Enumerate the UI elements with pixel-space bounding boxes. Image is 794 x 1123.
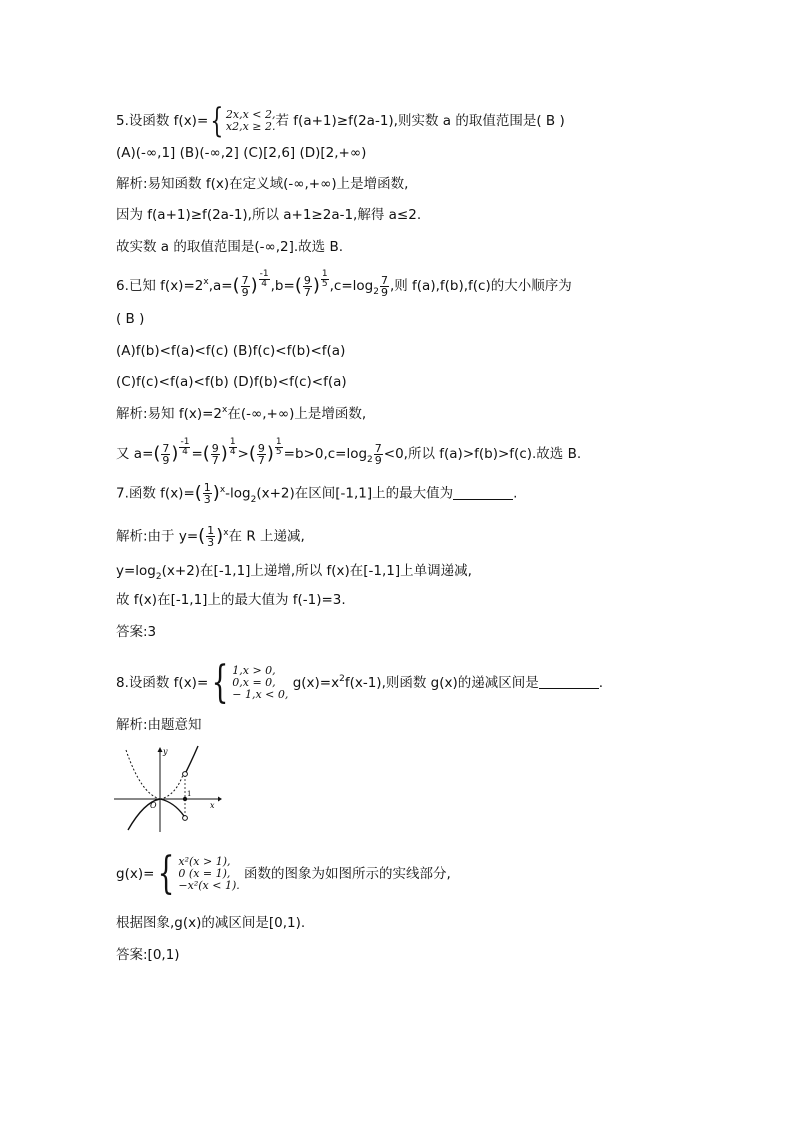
q5-solution-1: 解析:易知函数 f(x)在定义域(-∞,+∞)上是增函数, bbox=[116, 176, 409, 192]
answer-blank bbox=[453, 499, 513, 500]
q6-options-ab: (A)f(b)<f(a)<f(c) (B)f(c)<f(b)<f(a) bbox=[116, 343, 346, 359]
q7-answer: 答案:3 bbox=[116, 624, 157, 640]
left-brace-icon: { bbox=[158, 848, 175, 899]
q8-solution-2: 根据图象,g(x)的减区间是[0,1). bbox=[116, 915, 306, 931]
q8-solution-1: 解析:由题意知 bbox=[116, 717, 202, 733]
q8-g-definition: g(x)={ x²(x > 1), 0 (x = 1), −x²(x < 1). 函数的图象为如图所示的实线部分, bbox=[116, 848, 451, 899]
x-axis-label: x bbox=[210, 801, 215, 810]
q7-solution-3: 故 f(x)在[-1,1]上的最大值为 f(-1)=3. bbox=[116, 592, 346, 608]
q8-g-cases: x²(x > 1), 0 (x = 1), −x²(x < 1). bbox=[178, 855, 240, 892]
q6-solution-1: 解析:易知 $f(x)=2^x$在(-∞,+∞)上是增函数, bbox=[116, 405, 367, 422]
q5-cases: 2x,x < 2, x2,x ≥ 2. bbox=[225, 108, 276, 133]
x-axis-arrow-icon bbox=[218, 797, 222, 802]
tick-label-one: 1 bbox=[187, 790, 192, 798]
q7-solution-2: $y=\log_2(x+2)$在[-1,1]上递增,所以 f(x)在[-1,1]上单调递减, bbox=[116, 563, 472, 582]
dashed-curve-mid bbox=[160, 772, 184, 799]
q7-stem: 7.函数 f(x)=( $\frac{1}{3}$ )$^x-\log_2(x+2)$在区间[-1,1]上的最大值为 . bbox=[116, 481, 518, 506]
y-axis-arrow-icon bbox=[158, 747, 163, 752]
solid-curve-right bbox=[185, 746, 198, 774]
left-brace-icon: { bbox=[210, 101, 224, 141]
q5-options: (A)(-∞,1] (B)(-∞,2] (C)[2,6] (D)[2,+∞) bbox=[116, 145, 367, 161]
q6-answer: ( B ) bbox=[116, 311, 145, 327]
open-point-icon bbox=[183, 816, 188, 821]
origin-label: O bbox=[150, 801, 157, 810]
q8-cases: 1,x > 0, 0,x = 0, − 1,x < 0, bbox=[232, 664, 289, 701]
q5-solution-2: 因为 f(a+1)≥f(2a-1),所以 a+1≥2a-1,解得 a≤2. bbox=[116, 207, 422, 223]
answer-blank bbox=[539, 688, 599, 689]
q6-stem: 6.已知 $f(x)=2^x,a=$( $\frac{7}{9}$ ) $\frac{-1}{4}$ ,b=( $\frac{9}{7}$ ) $\frac{1}{5}$ $,c=\log_2$ $\frac{7}{9}$ ,则 f(a),f(b),f(c)的大小顺序为 bbox=[116, 269, 572, 299]
left-brace-icon: { bbox=[211, 657, 229, 708]
function-graph bbox=[114, 744, 224, 834]
q8-answer: 答案:[0,1) bbox=[116, 947, 180, 963]
q6-options-cd: (C)f(c)<f(a)<f(b) (D)f(b)<f(c)<f(a) bbox=[116, 374, 347, 390]
q5-stem: 5.设函数 f(x)={ 2x,x < 2, x2,x ≥ 2. 若 f(a+1)≥f(2a-1),则实数 a 的取值范围是( B ) bbox=[116, 101, 565, 141]
y-axis-label: y bbox=[163, 747, 168, 756]
dashed-curve-left bbox=[126, 750, 160, 799]
q6-solution-2: 又 a=( $\frac{7}{9}$ ) $\frac{-1}{4}$ =( $\frac{9}{7}$ ) $\frac{1}{4}$ >( $\frac{9}{7}$ ) $\frac{1}{5}$ $=b>0,c=\log_2$ $\frac{7}{9}$ <0,所以 f(a)>f(b)>f(c).故选 B. bbox=[116, 437, 582, 467]
q7-solution-1: 解析:由于 y=( $\frac{1}{3}$ )$^x$在 R 上递减, bbox=[116, 524, 305, 549]
q8-stem: 8.设函数 f(x)={ 1,x > 0, 0,x = 0, − 1,x < 0, $g(x)=x^2f(x-1)$,则函数 g(x)的递减区间是 . bbox=[116, 657, 604, 708]
open-point-icon bbox=[183, 772, 188, 777]
q5-solution-3: 故实数 a 的取值范围是(-∞,2].故选 B. bbox=[116, 239, 344, 255]
